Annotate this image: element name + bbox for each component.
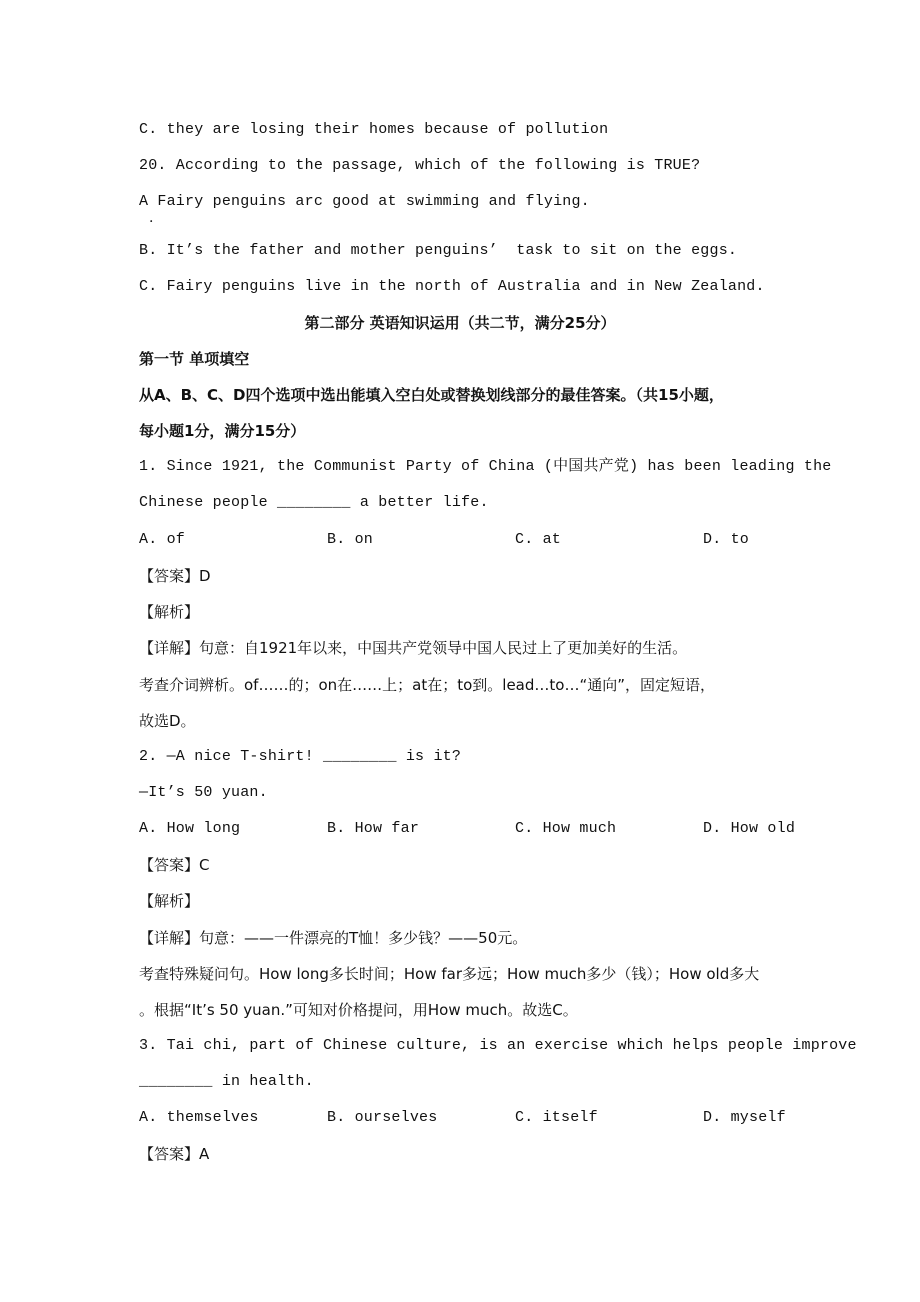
- q2-stem-line-1: 2. —A nice T-shirt! ________ is it?: [139, 748, 462, 765]
- q2-stem-line-2: —It’s 50 yuan.: [139, 784, 268, 801]
- q1-detail-2: 考查介词辨析。of……的；on在……上；at在；to到。lead…to…“通向”，固定短语，: [139, 676, 715, 694]
- q3-option-c: C. itself: [515, 1109, 598, 1126]
- q3-stem-line-2: ________ in health.: [139, 1073, 314, 1090]
- q3-answer: 【答案】A: [139, 1145, 210, 1163]
- q3-option-b: B. ourselves: [327, 1109, 438, 1126]
- q1-option-a: A. of: [139, 531, 186, 548]
- instruction-line-2: 每小题1分，满分15分）: [139, 422, 306, 440]
- q3-option-d: D. myself: [703, 1109, 786, 1126]
- q19-option-c: C. they are losing their homes because of pollution: [139, 121, 609, 138]
- q1-stem-line-1: 1. Since 1921, the Communist Party of China (中国共产党) has been leading the: [139, 458, 832, 475]
- q20-stem: 20. According to the passage, which of the following is TRUE?: [139, 157, 701, 174]
- q2-detail-2: 考查特殊疑问句。How long多长时间；How far多远；How much多少（钱）；How old多大: [139, 965, 760, 983]
- q1-stem-line-2: Chinese people ________ a better life.: [139, 494, 489, 511]
- q1-option-b: B. on: [327, 531, 374, 548]
- q2-option-b: B. How far: [327, 820, 420, 837]
- q2-option-c: C. How much: [515, 820, 617, 837]
- q3-stem-line-1: 3. Tai chi, part of Chinese culture, is an exercise which helps people improve: [139, 1037, 857, 1054]
- q1-option-d: D. to: [703, 531, 750, 548]
- q2-option-a: A. How long: [139, 820, 241, 837]
- q2-detail-3: 。根据“It’s 50 yuan.”可知对价格提问，用How much。故选C。: [139, 1001, 578, 1019]
- q3-option-a: A. themselves: [139, 1109, 259, 1126]
- q2-detail-1: 【详解】句意：——一件漂亮的T恤！多少钱？——50元。: [139, 929, 528, 947]
- q20-option-a: A Fairy penguins arc good at swimming and flying.: [139, 193, 590, 210]
- q1-detail-3: 故选D。: [139, 712, 196, 730]
- instruction-line-1: 从A、B、C、D四个选项中选出能填入空白处或替换划线部分的最佳答案。（共15小题，: [139, 386, 724, 404]
- q1-analysis-label: 【解析】: [139, 603, 200, 621]
- q2-answer: 【答案】C: [139, 856, 210, 874]
- q2-analysis-label: 【解析】: [139, 892, 200, 910]
- q20-option-c: C. Fairy penguins live in the north of Australia and in New Zealand.: [139, 278, 765, 295]
- part2-title: 第二部分 英语知识运用（共二节，满分25分）: [304, 314, 616, 332]
- q20-option-b: B. It’s the father and mother penguins’ task to sit on the eggs.: [139, 242, 738, 259]
- q1-option-c: C. at: [515, 531, 562, 548]
- stray-dot: ·: [149, 214, 154, 230]
- q1-answer: 【答案】D: [139, 567, 211, 585]
- q1-detail-1: 【详解】句意：自1921年以来，中国共产党领导中国人民过上了更加美好的生活。: [139, 639, 688, 657]
- q2-option-d: D. How old: [703, 820, 796, 837]
- section1-heading: 第一节 单项填空: [139, 350, 250, 368]
